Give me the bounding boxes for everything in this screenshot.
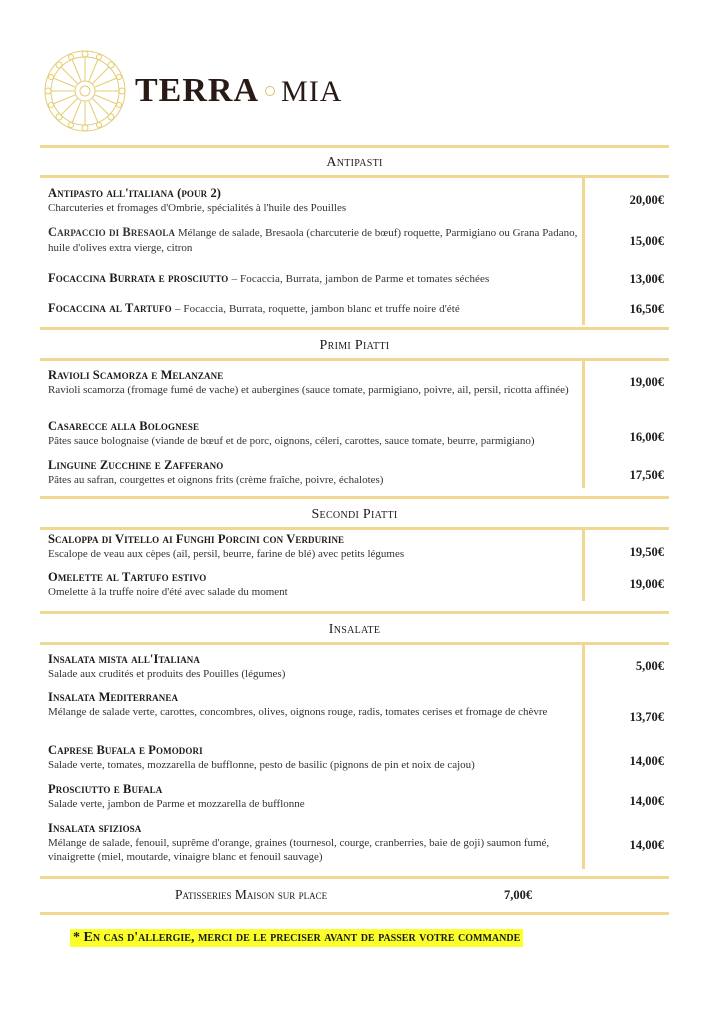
item-name: Carpaccio di Bresaola [48, 225, 176, 239]
item-price: 16,50€ [629, 302, 664, 316]
item-price: 14,00€ [629, 754, 664, 768]
item-name: Prosciutto e Bufala [48, 782, 163, 796]
price-column-divider [582, 529, 585, 601]
item-price: 13,00€ [629, 272, 664, 286]
item-price: 15,00€ [629, 234, 664, 248]
item-price: 13,70€ [629, 710, 664, 724]
item-description: Mélange de salade verte, carottes, concombres, olives, oignons rouge, radis, tomates cerises et fromage de chèvre [48, 706, 548, 718]
menu-item [48, 301, 578, 317]
item-description: Mélange de salade, Bresaola (charcuterie de bœuf) roquette, Parmigiano ou Grana Padano, huile d'olives extra vierge, citron [48, 227, 578, 254]
section-title-primi-piatti: Primi Piatti [319, 338, 390, 353]
menu-item [48, 782, 578, 811]
item-description: Pâtes au safran, courgettes et oignons frits (crème fraîche, poivre, échalotes) [48, 474, 384, 486]
menu-item [48, 821, 578, 864]
item-description: Ravioli scamorza (fromage fumé de vache) et aubergines (sauce tomate, parmigiano, poivre, ail, persil, ricotta affinée) [48, 384, 569, 396]
item-name: Focaccina Burrata e prosciutto [48, 271, 229, 285]
divider-line [40, 175, 669, 178]
divider-line [40, 145, 669, 148]
menu-item [48, 532, 578, 561]
menu-item [48, 743, 578, 772]
item-price: 19,50€ [629, 545, 664, 559]
menu-item [48, 419, 578, 448]
divider-line [40, 527, 669, 530]
item-name: Casarecce alla Bolognese [48, 419, 200, 433]
section-title-secondi-piatti: Secondi Piatti [311, 507, 398, 522]
brand-name-part1: TERRA [135, 72, 260, 109]
item-description: Charcuteries et fromages d'Ombrie, spécialités à l'huile des Pouilles [48, 202, 347, 214]
item-name: Ravioli Scamorza e Melanzane [48, 368, 224, 382]
item-price: 20,00€ [629, 193, 664, 207]
patisseries-price: 7,00€ [504, 888, 533, 902]
item-description: – Focaccia, Burrata, roquette, jambon blanc et truffe noire d'été [174, 303, 460, 315]
restaurant-logo [42, 48, 342, 134]
menu-item [48, 458, 578, 487]
item-description: Salade aux crudités et produits des Pouilles (légumes) [48, 668, 286, 680]
item-price: 19,00€ [629, 577, 664, 591]
restaurant-name [135, 74, 342, 109]
divider-line [40, 327, 669, 330]
menu-item [48, 186, 578, 215]
divider-line [40, 642, 669, 645]
item-price: 17,50€ [629, 468, 664, 482]
logo-dot-icon [265, 86, 275, 96]
item-name: Caprese Bufala e Pomodori [48, 743, 203, 757]
menu-item [48, 570, 578, 599]
menu-item [48, 690, 578, 719]
item-name: Insalata sfiziosa [48, 821, 142, 835]
price-column-divider [582, 177, 585, 325]
item-name: Focaccina al Tartufo [48, 301, 172, 315]
item-name: Insalata Mediterranea [48, 690, 179, 704]
item-price: 16,00€ [629, 430, 664, 444]
patisseries-label: Patisseries Maison sur place [175, 887, 328, 902]
item-price: 5,00€ [635, 659, 664, 673]
divider-line [40, 611, 669, 614]
item-name: Insalata mista all'Italiana [48, 652, 201, 666]
price-column-divider [582, 360, 585, 488]
item-name: Antipasto all'italiana (pour 2) [48, 186, 222, 200]
menu-item [48, 368, 578, 397]
item-description: Salade verte, tomates, mozzarella de bufflonne, pesto de basilic (pignons de pin et noix de cajou) [48, 759, 475, 771]
item-description: Mélange de salade, fenouil, suprême d'orange, graines (tournesol, courge, cranberries, baie de goji) saumon fumé, vinaigrette (miel, moutarde, vinaigre blanc et fenouil sauvage) [48, 837, 550, 863]
item-description: Omelette à la truffe noire d'été avec salade du moment [48, 586, 288, 598]
item-price: 14,00€ [629, 838, 664, 852]
divider-line [40, 496, 669, 499]
item-name: Linguine Zucchine e Zafferano [48, 458, 224, 472]
rose-window-emblem-icon [42, 48, 128, 134]
divider-line [40, 912, 669, 915]
menu-item [48, 652, 578, 681]
item-description: – Focaccia, Burrata, jambon de Parme et tomates séchées [231, 273, 490, 285]
section-title-antipasti: Antipasti [326, 155, 383, 170]
brand-name-part2: MIA [281, 75, 343, 108]
item-price: 14,00€ [629, 794, 664, 808]
item-price: 19,00€ [629, 375, 664, 389]
divider-line [40, 876, 669, 879]
price-column-divider [582, 644, 585, 869]
item-name: Omelette al Tartufo estivo [48, 570, 207, 584]
allergy-notice: * En cas d'allergie, merci de le preciser avant de passer votre commande [70, 929, 523, 947]
item-description: Escalope de veau aux cèpes (ail, persil, beurre, farine de blé) avec petits légumes [48, 548, 405, 560]
item-name: Scaloppa di Vitello ai Funghi Porcini con Verdurine [48, 532, 345, 546]
item-description: Salade verte, jambon de Parme et mozzarella de bufflonne [48, 798, 305, 810]
item-description: Pâtes sauce bolognaise (viande de bœuf et de porc, oignons, céleri, carottes, sauce tomate, beurre, parmigiano) [48, 435, 535, 447]
menu-item [48, 271, 578, 287]
section-title-insalate: Insalate [328, 622, 381, 637]
divider-line [40, 358, 669, 361]
menu-item [48, 225, 578, 256]
